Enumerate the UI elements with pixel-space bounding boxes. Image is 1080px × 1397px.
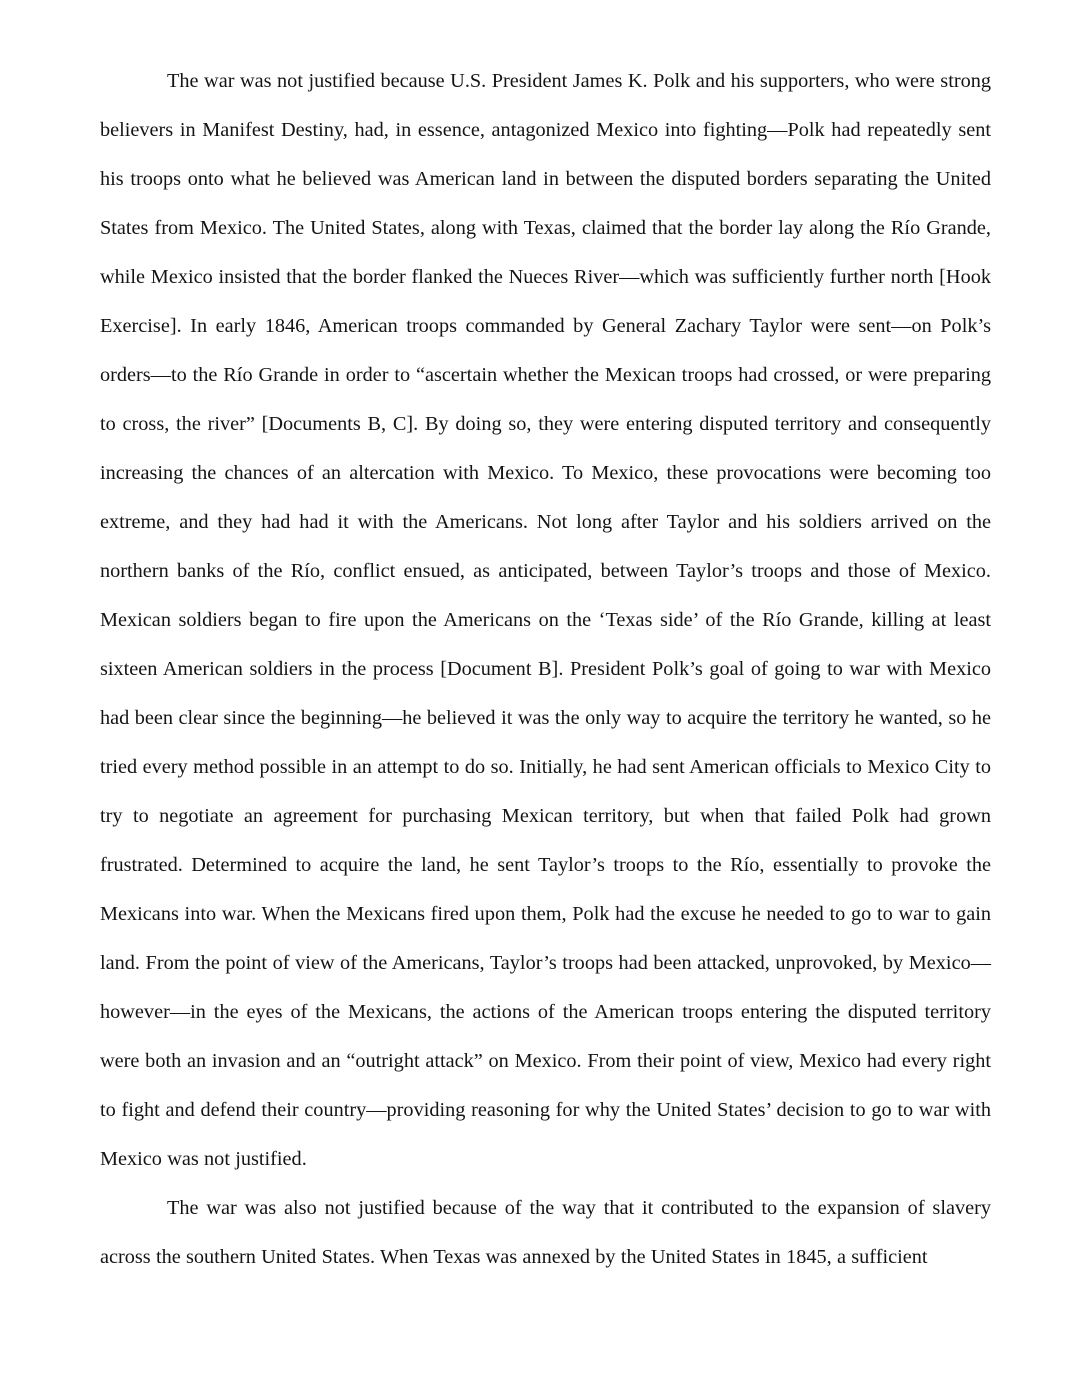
body-text-column <box>100 57 991 1282</box>
body-paragraph-2: The war was also not justified because of the way that it contributed to the expansion of slavery across the southern United States. When Texas was annexed by the United States in 1845, a sufficient <box>100 1197 991 1268</box>
body-paragraph-1: The war was not justified because U.S. President James K. Polk and his supporters, who were strong believers in Manifest Destiny, had, in essence, antagonized Mexico into fighting—Polk had repeatedly sent his troops onto what he believed was American land in between the disputed borders separating the United States from Mexico. The United States, along with Texas, claimed that the border lay along the Río Grande, while Mexico insisted that the border flanked the Nueces River—which was sufficiently further north [Hook Exercise]. In early 1846, American troops commanded by General Zachary Taylor were sent—on Polk’s orders—to the Río Grande in order to “ascertain whether the Mexican troops had crossed, or were preparing to cross, the river” [Documents B, C]. By doing so, they were entering disputed territory and consequently increasing the chances of an altercation with Mexico. To Mexico, these provocations were becoming too extreme, and they had had it with the Americans. Not long after Taylor and his soldiers arrived on the northern banks of the Río, conflict ensued, as anticipated, between Taylor’s troops and those of Mexico. Mexican soldiers began to fire upon the Americans on the ‘Texas side’ of the Río Grande, killing at least sixteen American soldiers in the process [Document B]. President Polk’s goal of going to war with Mexico had been clear since the beginning—he believed it was the only way to acquire the territory he wanted, so he tried every method possible in an attempt to do so. Initially, he had sent American officials to Mexico City to try to negotiate an agreement for purchasing Mexican territory, but when that failed Polk had grown frustrated. Determined to acquire the land, he sent Taylor’s troops to the Río, essentially to provoke the Mexicans into war. When the Mexicans fired upon them, Polk had the excuse he needed to go to war to gain land. From the point of view of the Americans, Taylor’s troops had been attacked, unprovoked, by Mexico—however—in the eyes of the Mexicans, the actions of the American troops entering the disputed territory were both an invasion and an “outright attack” on Mexico. From their point of view, Mexico had every right to fight and defend their country—providing reasoning for why the United States’ decision to go to war with Mexico was not justified. <box>100 70 991 1170</box>
